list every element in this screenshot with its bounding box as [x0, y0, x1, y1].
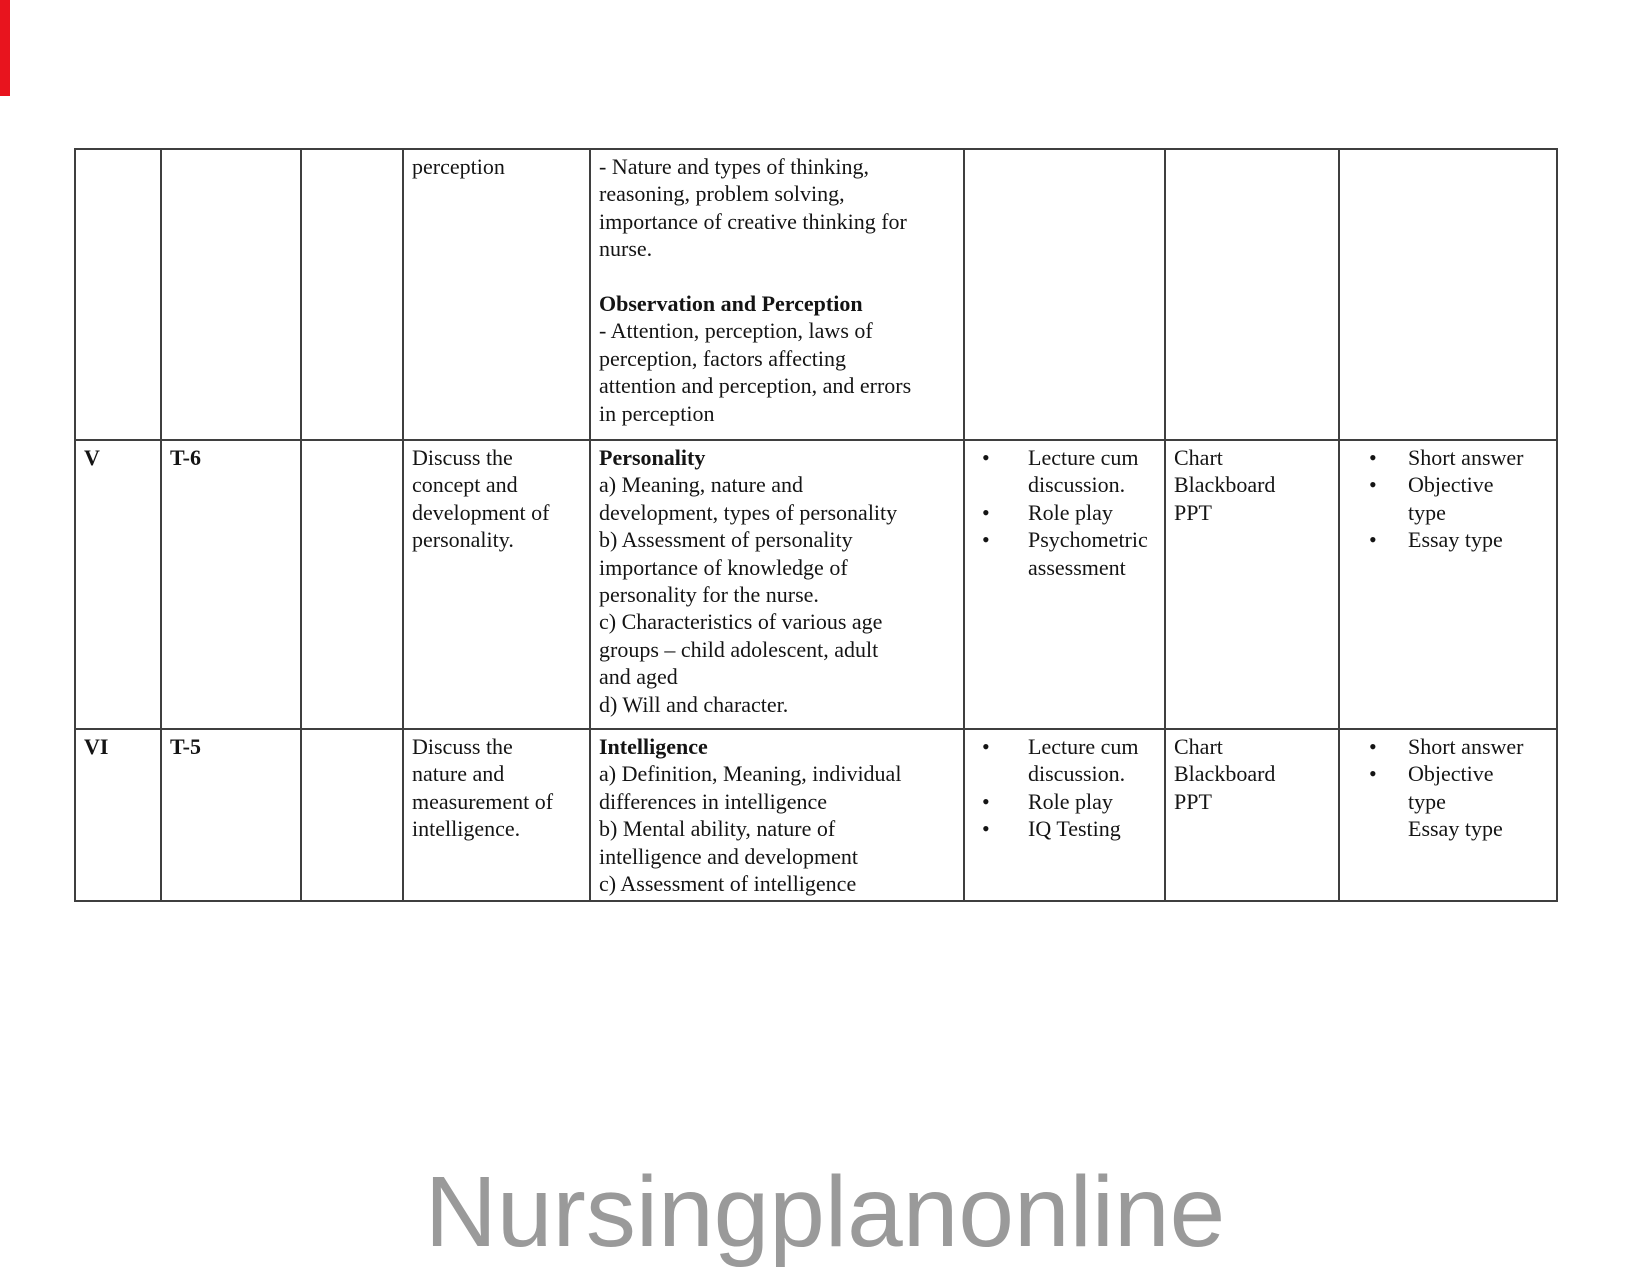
cell-content	[590, 729, 964, 901]
bullet-icon: •	[1369, 761, 1377, 787]
bullet-icon: •	[982, 499, 990, 525]
cell-hours	[161, 440, 301, 729]
text-line: Essay type	[1408, 527, 1503, 553]
watermark: Nursingplanonline	[424, 1156, 1226, 1268]
text-line: Discuss the	[412, 734, 513, 759]
cell-unit	[75, 729, 161, 901]
heading-line: T-5	[170, 734, 201, 759]
text-line: Blackboard	[1174, 761, 1276, 787]
bullet-list-item	[973, 788, 1156, 815]
text-line: measurement of	[412, 788, 554, 814]
bullet-text	[1408, 444, 1523, 471]
text-line: importance of knowledge of	[599, 554, 848, 580]
text-line: IQ Testing	[1028, 816, 1121, 842]
bullet-list-item	[973, 815, 1156, 842]
text-line: differences in intelligence	[599, 788, 828, 814]
table-row	[75, 729, 1557, 901]
text-line: Lecture cum	[1028, 445, 1139, 470]
cell-content	[590, 440, 964, 729]
bullet-text	[1028, 788, 1113, 815]
bullet-list-item	[973, 444, 1156, 499]
text-line: Role play	[1028, 499, 1113, 525]
cell-av-aids	[1165, 440, 1339, 729]
text-line: PPT	[1174, 499, 1212, 525]
text-line: reasoning, problem solving,	[599, 181, 845, 207]
table-row	[75, 149, 1557, 440]
bullet-icon: •	[982, 788, 990, 814]
text-line: development, types of personality	[599, 499, 898, 525]
bullet-list-item	[1348, 733, 1548, 760]
cell-av-aids	[1165, 729, 1339, 901]
cell-objective	[403, 440, 590, 729]
text-line: c) Characteristics of various age	[599, 609, 883, 635]
text-line: assessment	[1028, 554, 1126, 580]
bullet-list-item	[973, 499, 1156, 526]
bullet-text	[1028, 815, 1121, 842]
text-line: nurse.	[599, 236, 653, 262]
bullet-list-item	[973, 733, 1156, 788]
text-line: groups – child adolescent, adult	[599, 636, 879, 662]
text-line: a) Meaning, nature and	[599, 472, 804, 498]
bullet-text	[1408, 471, 1494, 526]
text-line: d) Will and character.	[599, 691, 789, 717]
text-line: type	[1408, 788, 1446, 814]
text-line: Essay type	[1408, 816, 1503, 842]
bullet-icon: •	[1369, 734, 1377, 759]
text-line: Short answer	[1408, 445, 1524, 470]
text-line: importance of creative thinking for	[599, 208, 907, 234]
text-line: Role play	[1028, 788, 1113, 814]
cell-objective	[403, 729, 590, 901]
bullet-text	[1408, 815, 1503, 842]
table-row	[75, 440, 1557, 729]
cell-spare	[301, 149, 403, 440]
text-line: c) Assessment of intelligence	[599, 871, 857, 897]
cell-objective	[403, 149, 590, 440]
text-line: Chart	[1174, 734, 1223, 759]
text-line: perception	[412, 154, 505, 179]
text-line: Psychometric	[1028, 527, 1148, 553]
lesson-plan-table	[74, 148, 1558, 902]
text-line: in perception	[599, 400, 715, 426]
bullet-text	[1028, 733, 1139, 788]
bullet-icon: •	[982, 445, 990, 470]
table-body	[75, 149, 1557, 901]
cell-hours	[161, 729, 301, 901]
text-line: development of	[412, 499, 550, 525]
cell-unit	[75, 440, 161, 729]
text-line: discussion.	[1028, 472, 1126, 498]
cell-spare	[301, 440, 403, 729]
cell-teaching	[964, 440, 1165, 729]
text-line: Lecture cum	[1028, 734, 1139, 759]
cell-teaching	[964, 149, 1165, 440]
text-line: and aged	[599, 664, 678, 690]
bullet-list-item	[1348, 526, 1548, 553]
bullet-list-item	[1348, 815, 1548, 842]
bullet-icon: •	[1369, 527, 1377, 553]
text-line: personality.	[412, 527, 514, 553]
bullet-icon: •	[982, 816, 990, 842]
text-line: nature and	[412, 761, 505, 787]
cell-assessment	[1339, 440, 1557, 729]
cell-content	[590, 149, 964, 440]
cell-unit	[75, 149, 161, 440]
bullet-icon: •	[982, 527, 990, 553]
heading-line: Observation and Perception	[599, 291, 863, 317]
text-line: intelligence.	[412, 816, 521, 842]
bullet-text	[1028, 499, 1113, 526]
text-line: a) Definition, Meaning, individual	[599, 761, 902, 787]
bullet-icon: •	[1369, 472, 1377, 498]
text-line: PPT	[1174, 788, 1212, 814]
bullet-text	[1408, 526, 1503, 553]
bullet-list-item	[1348, 444, 1548, 471]
heading-line: Intelligence	[599, 734, 708, 759]
text-line: type	[1408, 499, 1446, 525]
cell-spare	[301, 729, 403, 901]
heading-line: Personality	[599, 445, 706, 470]
text-line: Short answer	[1408, 734, 1524, 759]
text-line: - Nature and types of thinking,	[599, 154, 870, 179]
text-line: discussion.	[1028, 761, 1126, 787]
text-line: - Attention, perception, laws of	[599, 318, 873, 344]
heading-line: V	[84, 445, 100, 470]
text-line: b) Mental ability, nature of	[599, 816, 836, 842]
bullet-list-item	[973, 526, 1156, 581]
cell-assessment	[1339, 149, 1557, 440]
heading-line: VI	[84, 734, 109, 759]
text-line: Objective	[1408, 472, 1494, 498]
text-line: Blackboard	[1174, 472, 1276, 498]
text-line: intelligence and development	[599, 843, 859, 869]
bullet-text	[1408, 760, 1494, 815]
bullet-icon: •	[982, 734, 990, 759]
text-line: Discuss the	[412, 445, 513, 470]
text-line: personality for the nurse.	[599, 582, 819, 608]
heading-line: T-6	[170, 445, 201, 470]
bullet-text	[1028, 526, 1148, 581]
bullet-text	[1408, 733, 1523, 760]
bullet-list-item	[1348, 471, 1548, 526]
cell-hours	[161, 149, 301, 440]
lesson-plan-table-wrapper	[74, 148, 1558, 902]
cell-assessment	[1339, 729, 1557, 901]
red-edge-marker	[0, 0, 10, 96]
text-line: attention and perception, and errors	[599, 373, 912, 399]
text-line: b) Assessment of personality	[599, 527, 853, 553]
bullet-icon: •	[1369, 445, 1377, 470]
text-line: Objective	[1408, 761, 1494, 787]
text-line: concept and	[412, 472, 518, 498]
text-line: perception, factors affecting	[599, 345, 846, 371]
cell-av-aids	[1165, 149, 1339, 440]
bullet-list-item	[1348, 760, 1548, 815]
blank-line	[599, 263, 955, 290]
text-line: Chart	[1174, 445, 1223, 470]
cell-teaching	[964, 729, 1165, 901]
bullet-text	[1028, 444, 1139, 499]
